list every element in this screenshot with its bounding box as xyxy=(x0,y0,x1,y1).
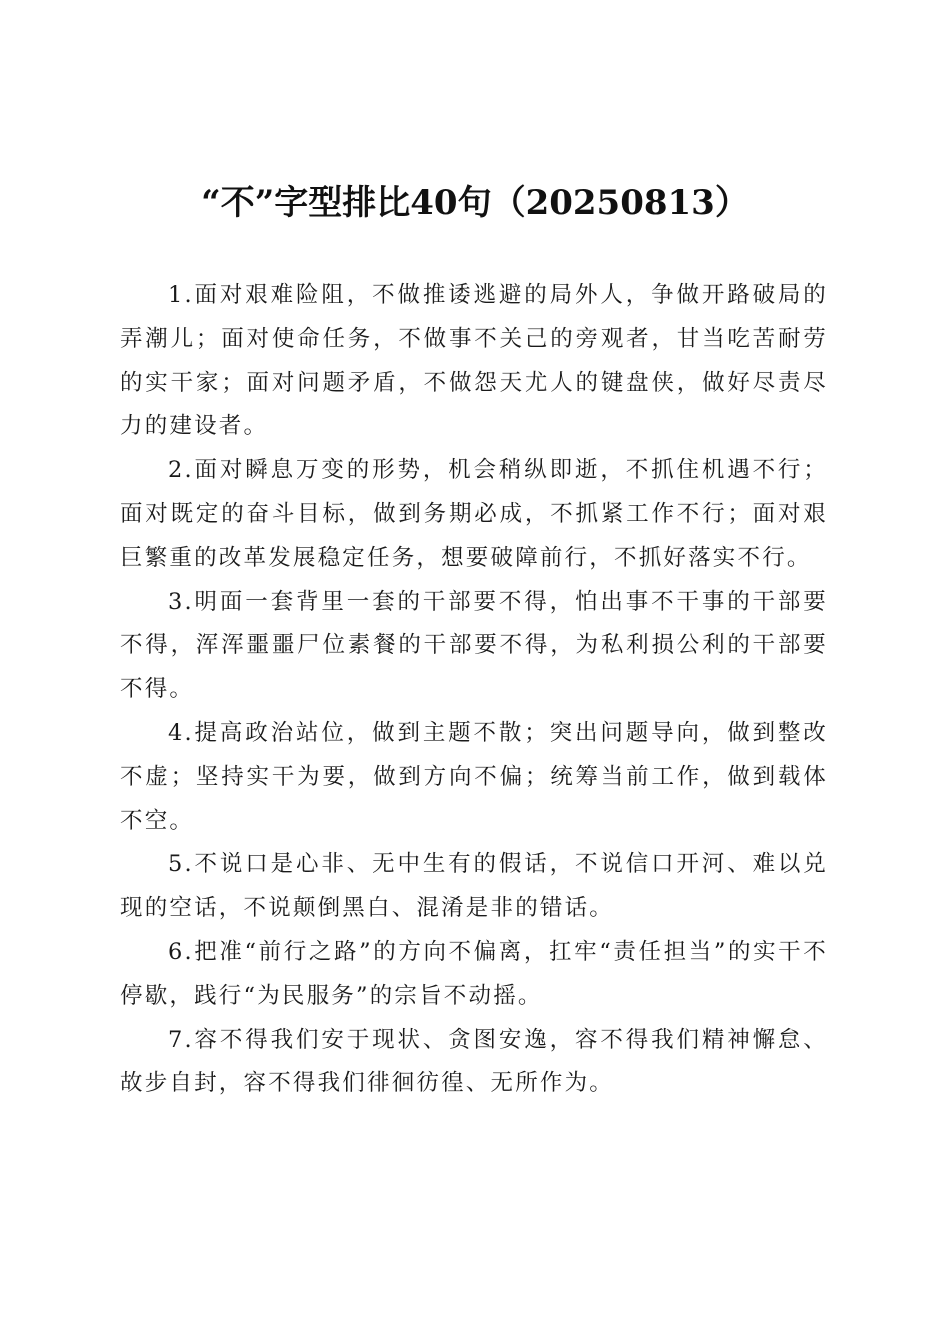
paragraph-2: 2.面对瞬息万变的形势，机会稍纵即逝，不抓住机遇不行；面对既定的奋斗目标，做到务期必成，不抓紧工作不行；面对艰巨繁重的改革发展稳定任务，想要破障前行，不抓好落实不行。 xyxy=(120,457,828,571)
document-body xyxy=(120,274,828,1106)
paragraph-7: 7.容不得我们安于现状、贪图安逸，容不得我们精神懈怠、故步自封，容不得我们徘徊彷徨、无所作为。 xyxy=(120,1026,828,1097)
paragraph-1: 1.面对艰难险阻，不做推诿逃避的局外人，争做开路破局的弄潮儿；面对使命任务，不做事不关己的旁观者，甘当吃苦耐劳的实干家；面对问题矛盾，不做怨天尤人的键盘侠，做好尽责尽力的建设者。 xyxy=(120,282,828,440)
document-title: “不”字型排比40句（20250813） xyxy=(201,183,749,223)
paragraph-6: 6.把准“前行之路”的方向不偏离，扛牢“责任担当”的实干不停歇，践行“为民服务”的宗旨不动摇。 xyxy=(120,938,828,1009)
paragraph-3: 3.明面一套背里一套的干部要不得，怕出事不干事的干部要不得，浑浑噩噩尸位素餐的干部要不得，为私利损公利的干部要不得。 xyxy=(120,588,828,703)
paragraph-5: 5.不说口是心非、无中生有的假话，不说信口开河、难以兑现的空话，不说颠倒黑白、混淆是非的错话。 xyxy=(120,851,828,922)
paragraph-4: 4.提高政治站位，做到主题不散；突出问题导向，做到整改不虚；坚持实干为要，做到方向不偏；统筹当前工作，做到载体不空。 xyxy=(120,719,828,834)
